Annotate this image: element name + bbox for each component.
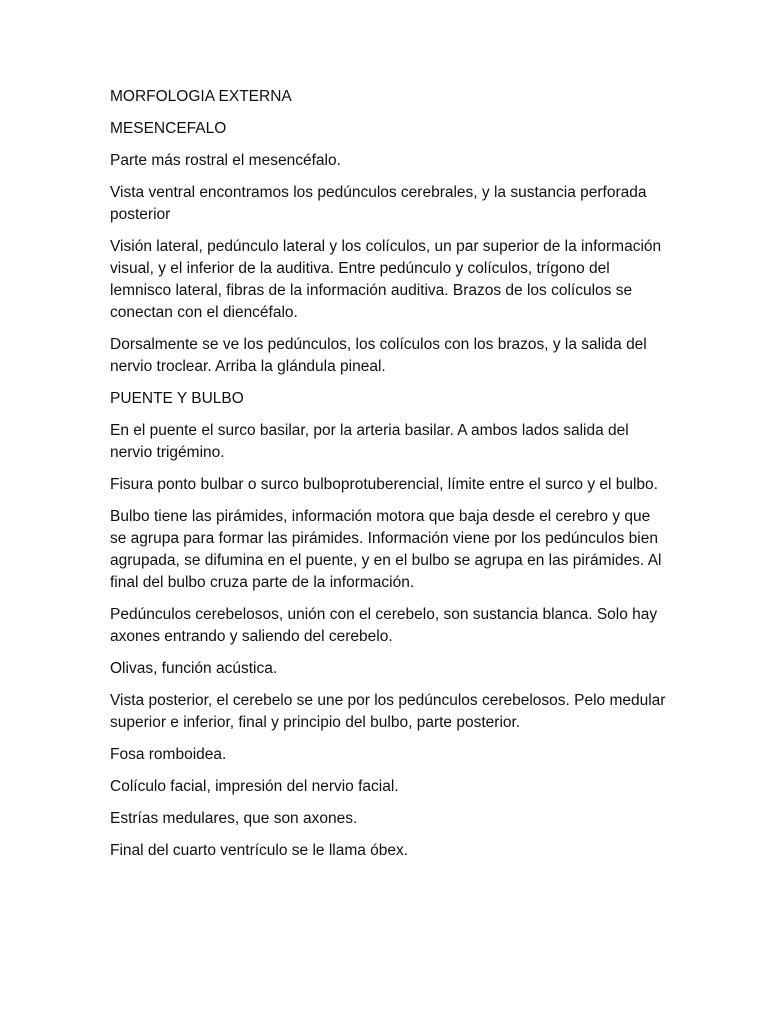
paragraph: Bulbo tiene las pirámides, información motora que baja desde el cerebro y que se agrupa para formar las pirámides. Información viene por los pedúnculos bien agrupada, se difumina en el puente, y en el bulbo se agrupa en las pirámides. Al final del bulbo cruza parte de la información. — [110, 508, 662, 591]
heading-mesencefalo: MESENCEFALO — [110, 120, 227, 137]
paragraph: Fosa romboidea. — [110, 746, 227, 763]
paragraph: Parte más rostral el mesencéfalo. — [110, 152, 341, 169]
paragraph: Final del cuarto ventrículo se le llama óbex. — [110, 842, 409, 859]
paragraph: Colículo facial, impresión del nervio facial. — [110, 778, 399, 795]
heading-morfologia-externa: MORFOLOGIA EXTERNA — [110, 88, 292, 105]
document-body — [110, 86, 670, 872]
paragraph: En el puente el surco basilar, por la arteria basilar. A ambos lados salida del nervio trigémino. — [110, 422, 629, 461]
paragraph: Dorsalmente se ve los pedúnculos, los colículos con los brazos, y la salida del nervio troclear. Arriba la glándula pineal. — [110, 336, 647, 375]
paragraph: Olivas, función acústica. — [110, 660, 278, 677]
paragraph: Visión lateral, pedúnculo lateral y los colículos, un par superior de la información visual, y el inferior de la auditiva. Entre pedúnculo y colículos, trígono del lemnisco lateral, fibras de la información auditiva. Brazos de los colículos se conectan con el diencéfalo. — [110, 238, 662, 321]
paragraph: Vista posterior, el cerebelo se une por los pedúnculos cerebelosos. Pelo medular superior e inferior, final y principio del bulbo, parte posterior. — [110, 692, 666, 731]
paragraph: Estrías medulares, que son axones. — [110, 810, 358, 827]
heading-puente-y-bulbo: PUENTE Y BULBO — [110, 390, 244, 407]
paragraph: Pedúnculos cerebelosos, unión con el cerebelo, son sustancia blanca. Solo hay axones entrando y saliendo del cerebelo. — [110, 606, 658, 645]
paragraph: Vista ventral encontramos los pedúnculos cerebrales, y la sustancia perforada posterior — [110, 184, 647, 223]
paragraph: Fisura ponto bulbar o surco bulboprotuberencial, límite entre el surco y el bulbo. — [110, 476, 658, 493]
